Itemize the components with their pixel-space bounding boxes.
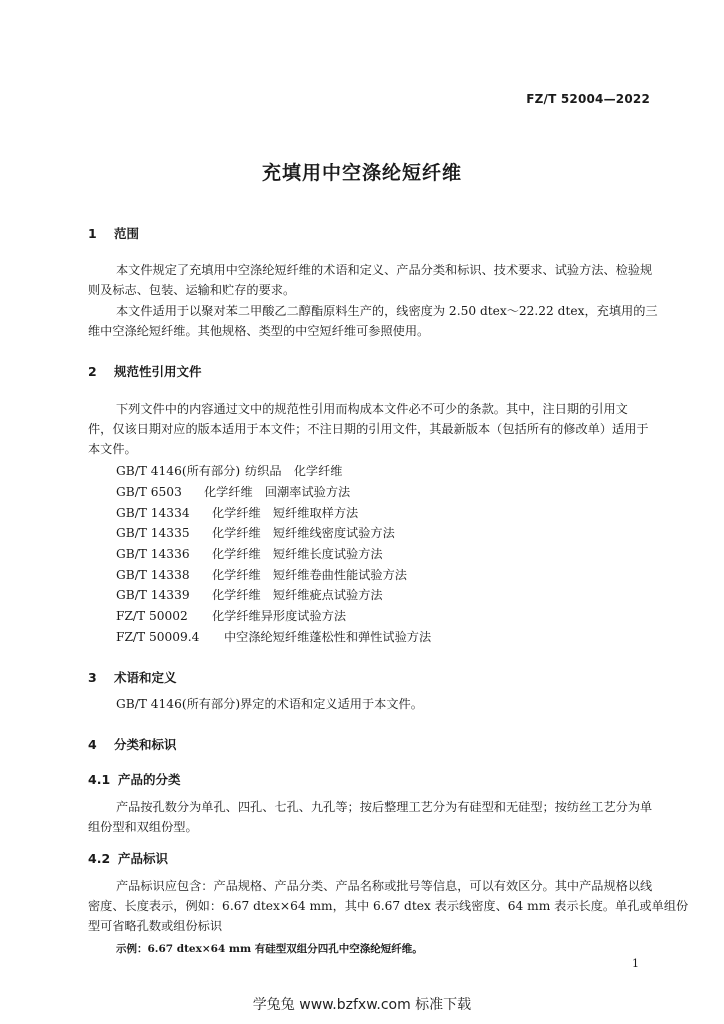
reference-code: FZ/T 50009.4 <box>116 630 200 644</box>
s1-p2-line1: 本文件适用于以聚对苯二甲酸乙二醇酯原料生产的，线密度为 2.50 dtex～22.22 dtex，充填用的三 <box>116 304 658 318</box>
section-title: 术语和定义 <box>114 670 177 685</box>
footer-watermark: 学兔兔 www.bzfxw.com 标准下载 <box>252 997 472 1013</box>
reference-title: 化学纤维 短纤维长度试验方法 <box>212 547 383 561</box>
s3-p1: GB/T 4146(所有部分)界定的术语和定义适用于本文件。 <box>116 697 423 711</box>
page-number: 1 <box>632 957 639 970</box>
reference-code: GB/T 14339 <box>116 588 190 602</box>
reference-title: 化学纤维 短纤维卷曲性能试验方法 <box>212 568 407 582</box>
example-note: 示例：6.67 dtex×64 mm 有硅型双组分四孔中空涤纶短纤维。 <box>116 943 423 955</box>
reference-title: 化学纤维 短纤维线密度试验方法 <box>212 526 395 540</box>
document-title: 充填用中空涤纶短纤维 <box>261 162 462 184</box>
s42-line2: 密度、长度表示，例如：6.67 dtex×64 mm，其中 6.67 dtex 表示线密度、64 mm 表示长度。单孔或单组份 <box>88 899 689 913</box>
reference-title: 化学纤维 回潮率试验方法 <box>204 485 351 499</box>
section-number: 3 <box>88 670 97 685</box>
reference-title: 中空涤纶短纤维蓬松性和弹性试验方法 <box>224 630 432 644</box>
section-number: 4 <box>88 737 97 752</box>
s2-p1-line1: 下列文件中的内容通过文中的规范性引用而构成本文件必不可少的条款。其中，注日期的引用文 <box>116 402 628 416</box>
reference-code: GB/T 14335 <box>116 526 190 540</box>
reference-item <box>116 586 383 603</box>
section-title: 规范性引用文件 <box>114 364 202 379</box>
section-number: 1 <box>88 226 97 241</box>
section-title: 分类和标识 <box>114 737 177 752</box>
reference-item <box>116 462 343 479</box>
subsection-number: 4.1 <box>88 772 111 787</box>
reference-item <box>116 566 407 583</box>
section-4-heading <box>88 735 177 753</box>
standard-number: FZ/T 52004—2022 <box>526 92 650 106</box>
reference-item <box>116 524 395 541</box>
s1-p1-line2: 则及标志、包装、运输和贮存的要求。 <box>88 283 296 297</box>
section-title: 范围 <box>114 226 140 241</box>
reference-item <box>116 545 383 562</box>
s42-line1: 产品标识应包含：产品规格、产品分类、产品名称或批号等信息，可以有效区分。其中产品规格以线 <box>116 879 653 893</box>
reference-code: GB/T 6503 <box>116 485 182 499</box>
reference-code: GB/T 14334 <box>116 506 190 520</box>
s2-p1-line3: 本文件。 <box>88 442 137 456</box>
reference-code: GB/T 14336 <box>116 547 190 561</box>
s41-line2: 组份型和双组份型。 <box>88 820 198 834</box>
s1-p2-line2: 维中空涤纶短纤维。其他规格、类型的中空短纤维可参照使用。 <box>88 324 430 338</box>
reference-title: 化学纤维 短纤维疵点试验方法 <box>212 588 383 602</box>
subsection-4-2-heading <box>88 849 168 867</box>
reference-title: 纺织品 化学纤维 <box>245 464 343 478</box>
reference-item <box>116 607 346 624</box>
s41-line1: 产品按孔数分为单孔、四孔、七孔、九孔等；按后整理工艺分为有硅型和无硅型；按纺丝工艺分为单 <box>116 800 653 814</box>
s1-p1-line1: 本文件规定了充填用中空涤纶短纤维的术语和定义、产品分类和标识、技术要求、试验方法、检验规 <box>116 263 653 277</box>
reference-title: 化学纤维 短纤维取样方法 <box>212 506 359 520</box>
s42-line3: 型可省略孔数或组份标识 <box>88 919 223 933</box>
subsection-title: 产品的分类 <box>118 772 181 787</box>
section-3-heading <box>88 668 177 686</box>
subsection-4-1-heading <box>88 770 181 788</box>
reference-item <box>116 483 350 500</box>
subsection-title: 产品标识 <box>118 851 169 866</box>
reference-title: 化学纤维异形度试验方法 <box>212 609 347 623</box>
s2-p1-line2: 件，仅该日期对应的版本适用于本文件；不注日期的引用文件，其最新版本（包括所有的修改单）适用于 <box>88 422 649 436</box>
reference-item <box>116 628 431 645</box>
reference-code: FZ/T 50002 <box>116 609 188 623</box>
reference-code: GB/T 14338 <box>116 568 190 582</box>
section-1-heading <box>88 224 139 242</box>
section-2-heading <box>88 362 202 380</box>
subsection-number: 4.2 <box>88 851 111 866</box>
reference-code: GB/T 4146(所有部分) <box>116 464 241 478</box>
section-number: 2 <box>88 364 97 379</box>
reference-item <box>116 504 358 521</box>
